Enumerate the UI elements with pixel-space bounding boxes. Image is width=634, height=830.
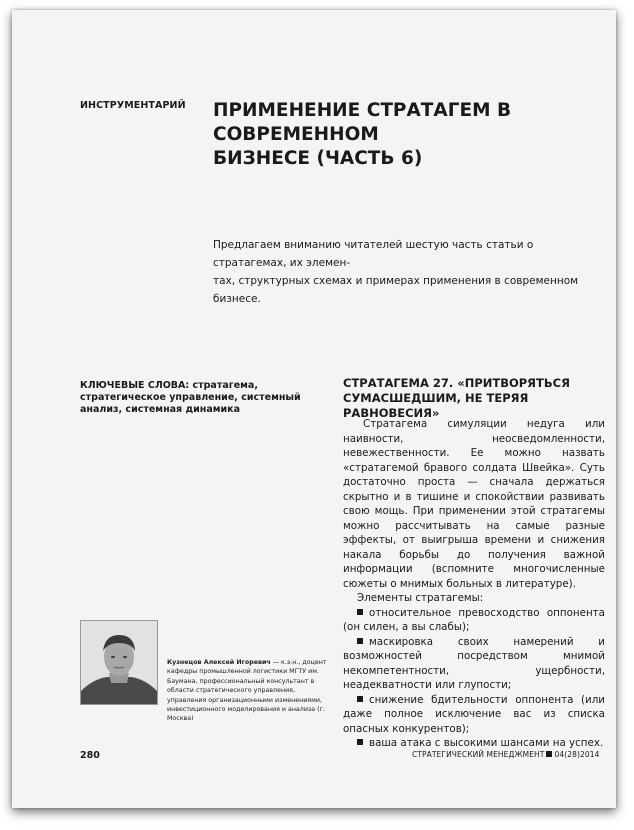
lead-line-1: Предлагаем вниманию читателей шестую часть статьи о стратагемах, их элемен- — [213, 239, 534, 269]
author-portrait-icon — [81, 621, 157, 704]
author-details: — к.э.н., доцент кафедры промышленной логистики МГТУ им. Баумана, профессиональный консультант в области стратегического управления, управления организационными изменениями, инвестиционного моделирования и анализа (г. Москва) — [167, 659, 327, 723]
lead-paragraph — [213, 236, 599, 308]
list-item — [343, 736, 605, 751]
body-paragraph: Стратагема симуляции недуга или наивности, неосведомленности, невежественности. Ее можно назвать «стратагемой бравого солдата Швейка». Суть достаточно проста — сначала держаться скрытно и в тишине и спокойствии развивать свою мощь. При применении этой стратагемы можно рассчитывать на самые разные эффекты, от выигрыша времени и снижения накала борьбы до получения важной информации (вспомните многочисленные сюжеты о мнимых больных в литературе). — [343, 418, 605, 590]
list-item-text: маскировка своих намерений и возможностей посредством мнимой некомпетентности, ущербности, неадекватности или глупости; — [343, 635, 605, 691]
section-label: ИНСТРУМЕНТАРИЙ — [80, 100, 186, 111]
footer-magazine — [412, 750, 600, 759]
keywords-block — [80, 380, 325, 416]
page-number: 280 — [80, 750, 100, 761]
author-photo — [80, 620, 158, 705]
article-body — [343, 417, 605, 751]
bullet-square-icon — [357, 638, 363, 644]
section-heading — [343, 376, 613, 421]
issue-number: 04(28)2014 — [554, 750, 600, 759]
list-item-text: относительное превосходство оппонента (он силен, а вы слабы); — [343, 606, 605, 633]
keywords-label: КЛЮЧЕВЫЕ СЛОВА: — [80, 380, 190, 391]
section-heading-line-1: СТРАТАГЕМА 27. «ПРИТВОРЯТЬСЯ — [343, 376, 570, 390]
magazine-name: СТРАТЕГИЧЕСКИЙ МЕНЕДЖМЕНТ — [412, 750, 545, 759]
separator-square-icon — [546, 751, 552, 757]
list-item — [343, 693, 605, 737]
list-item-text: снижение бдительности оппонента (или даже полное исключение вас из списка опасных конкурентов); — [343, 693, 605, 735]
elements-heading: Элементы стратагемы: — [357, 592, 484, 604]
article-title — [213, 99, 593, 171]
lead-line-2: тах, структурных схемах и примерах применения в современном бизнесе. — [213, 275, 579, 305]
list-item-text: ваша атака с высокими шансами на успех. — [369, 737, 604, 749]
keywords-text: стратагема, стратегическое управление, системный анализ, системная динамика — [80, 380, 301, 415]
bullet-square-icon — [357, 696, 363, 702]
bullet-square-icon — [357, 739, 363, 745]
list-item — [343, 635, 605, 693]
list-item — [343, 606, 605, 635]
article-title-line-2: БИЗНЕСЕ (ЧАСТЬ 6) — [213, 148, 423, 169]
article-title-line-1: ПРИМЕНЕНИЕ СТРАТАГЕМ В СОВРЕМЕННОМ — [213, 100, 512, 145]
author-info — [167, 658, 327, 724]
section-heading-line-2: СУМАСШЕДШИМ, НЕ ТЕРЯЯ РАВНОВЕСИЯ» — [343, 391, 529, 420]
bullet-square-icon — [357, 609, 363, 615]
journal-page — [12, 10, 616, 808]
author-name: Кузнецов Алексей Игоревич — [167, 659, 271, 666]
